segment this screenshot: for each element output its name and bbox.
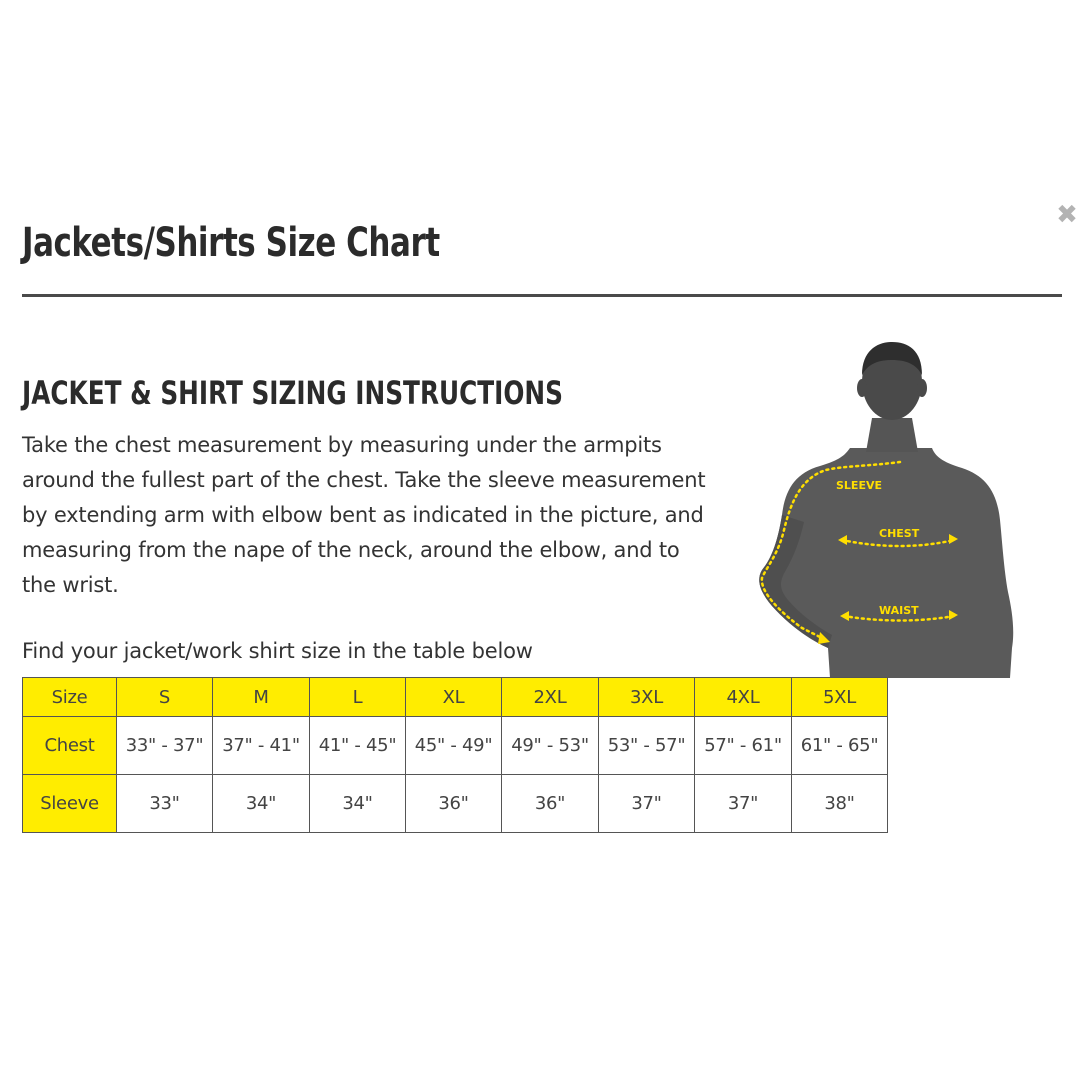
table-cell: 34" [213, 775, 310, 833]
size-cell: 5XL [792, 678, 888, 717]
table-intro: Find your jacket/work shirt size in the table below [22, 639, 533, 663]
sleeve-label: SLEEVE [836, 479, 882, 492]
chest-row [23, 717, 888, 775]
size-cell: M [213, 678, 310, 717]
waist-label: WAIST [879, 604, 919, 617]
close-button[interactable] [1055, 200, 1079, 230]
sleeve-row [23, 775, 888, 833]
table-cell: 41" - 45" [310, 717, 406, 775]
table-cell: 36" [502, 775, 599, 833]
table-cell: 37" [695, 775, 792, 833]
table-cell: 37" [599, 775, 695, 833]
size-cell: 4XL [695, 678, 792, 717]
ear-left [857, 379, 867, 397]
row-label-sleeve: Sleeve [23, 775, 117, 833]
chest-label: CHEST [879, 527, 920, 540]
modal-title: Jackets/Shirts Size Chart [22, 220, 440, 266]
section-heading: JACKET & SHIRT SIZING INSTRUCTIONS [22, 374, 563, 412]
table-cell: 45" - 49" [406, 717, 502, 775]
table-cell: 49" - 53" [502, 717, 599, 775]
ear-right [917, 379, 927, 397]
body-silhouette [759, 448, 1013, 678]
neck-silhouette [866, 418, 918, 452]
size-cell: XL [406, 678, 502, 717]
size-cell: S [117, 678, 213, 717]
row-label-chest: Chest [23, 717, 117, 775]
table-cell: 34" [310, 775, 406, 833]
size-header-row [23, 678, 888, 717]
title-divider [22, 294, 1062, 297]
table-cell: 33" - 37" [117, 717, 213, 775]
size-header-label: Size [23, 678, 117, 717]
size-cell: 2XL [502, 678, 599, 717]
size-table [22, 677, 888, 833]
table-cell: 61" - 65" [792, 717, 888, 775]
table-cell: 37" - 41" [213, 717, 310, 775]
size-cell: 3XL [599, 678, 695, 717]
size-cell: L [310, 678, 406, 717]
table-cell: 57" - 61" [695, 717, 792, 775]
instructions-text: Take the chest measurement by measuring under the armpits around the fullest part of the chest. Take the sleeve measurement by extending arm with elbow bent as indicated in the picture, and measuring from the nape of the neck, around the elbow, and to the wrist. [22, 433, 706, 597]
table-cell: 53" - 57" [599, 717, 695, 775]
measurement-figure [750, 330, 1020, 678]
table-cell: 38" [792, 775, 888, 833]
close-icon: ✖ [1056, 200, 1078, 230]
table-cell: 36" [406, 775, 502, 833]
table-cell: 33" [117, 775, 213, 833]
